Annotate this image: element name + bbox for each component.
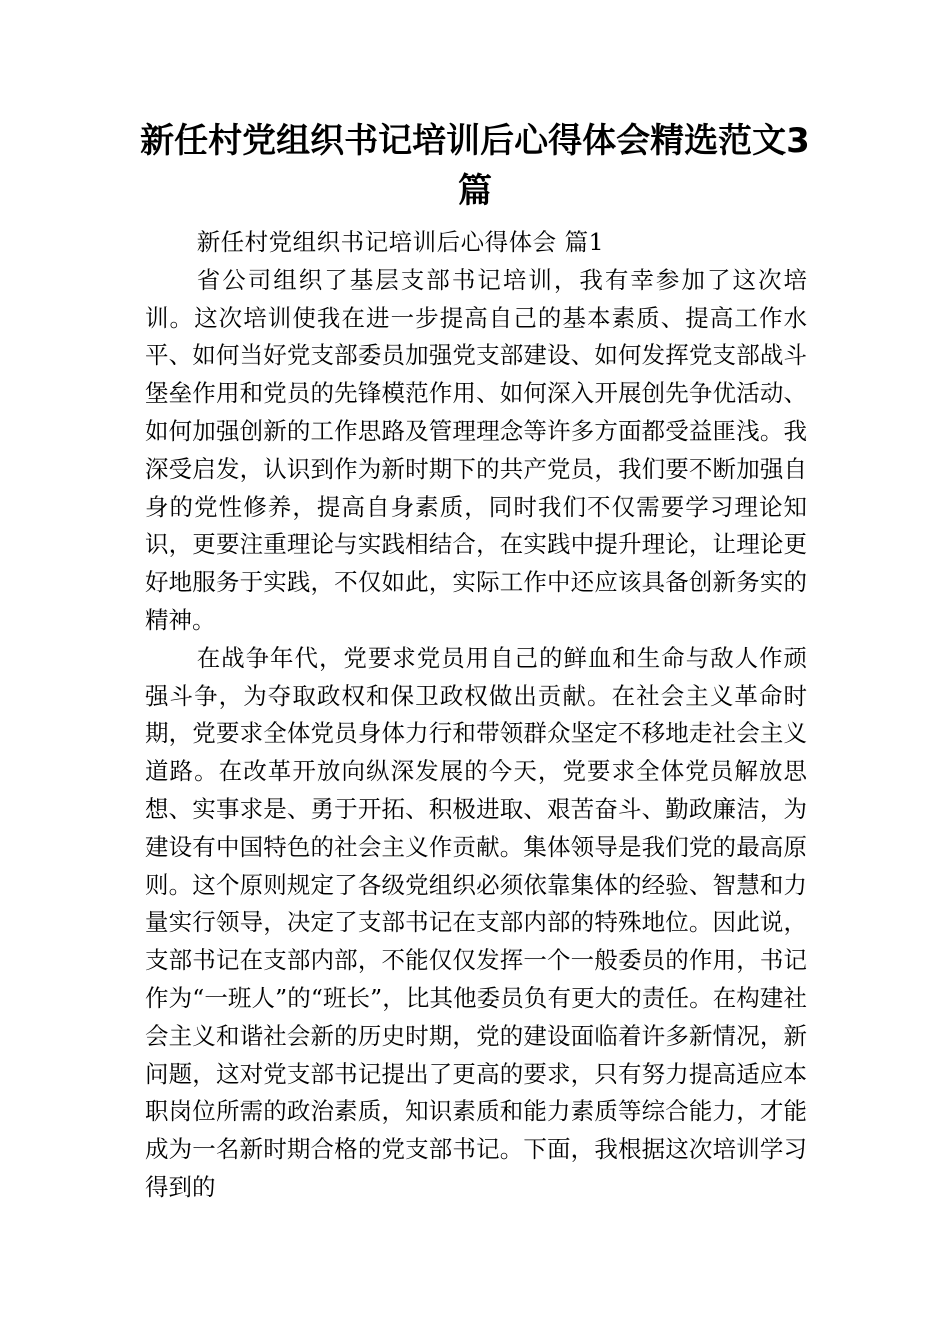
document-title: 新任村党组织书记培训后心得体会精选范文3篇 xyxy=(140,121,810,211)
paragraph: 省公司组织了基层支部书记培训，我有幸参加了这次培训。这次培训使我在进一步提高自己的基本素质、提高工作水平、如何当好党支部委员加强党支部建设、如何发挥党支部战斗堡垒作用和党员的先锋模范作用、如何深入开展创先争优活动、如何加强创新的工作思路及管理理念等许多方面都受益匪浅。我深受启发，认识到作为新时期下的共产党员，我们要不断加强自身的党性修养，提高自身素质，同时我们不仅需要学习理论知识，更要注重理论与实践相结合，在实践中提升理论，让理论更好地服务于实践，不仅如此，实际工作中还应该具备创新务实的精神。 xyxy=(145,265,807,634)
paragraph: 在战争年代，党要求党员用自己的鲜血和生命与敌人作顽强斗争，为夺取政权和保卫政权做出贡献。在社会主义革命时期，党要求全体党员身体力行和带领群众坚定不移地走社会主义道路。在改革开放向纵深发展的今天，党要求全体党员解放思想、实事求是、勇于开拓、积极进取、艰苦奋斗、勤政廉洁，为建设有中国特色的社会主义作贡献。集体领导是我们党的最高原则。这个原则规定了各级党组织必须依靠集体的经验、智慧和力量实行领导，决定了支部书记在支部内部的特殊地位。因此说，支部书记在支部内部，不能仅仅发挥一个一般委员的作用，书记作为“一班人”的“班长”，比其他委员负有更大的责任。在构建社会主义和谐社会新的历史时期，党的建设面临着许多新情况，新问题，这对党支部书记提出了更高的要求，只有努力提高适应本职岗位所需的政治素质，知识素质和能力素质等综合能力，才能成为一名新时期合格的党支部书记。下面，我根据这次培训学习得到的 xyxy=(145,643,807,1201)
document-body xyxy=(145,224,807,1207)
section-heading: 新任村党组织书记培训后心得体会 篇1 xyxy=(196,228,605,256)
